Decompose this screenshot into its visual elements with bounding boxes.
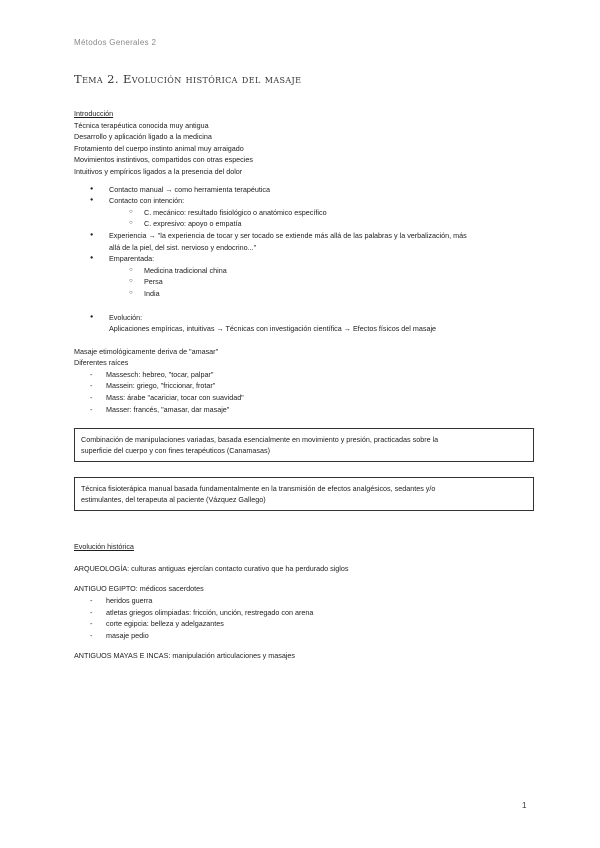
list-item: - heridos guerra (74, 595, 534, 607)
list-item: ● Evolución: Aplicaciones empíricas, intuitivas → Técnicas con investigación científica → Efectos físicos del masaje (74, 312, 534, 335)
list-item: ● Experiencia → "la experiencia de tocar y ser tocado se extiende más allá de las palabras y la verbalización, más allá de la piel, del sist. nervioso y endocrino..." (74, 230, 534, 253)
historia-line: ANTIGUO EGIPTO: médicos sacerdotes (74, 584, 204, 594)
list-item: - Massein: griego, "friccionar, frotar" (74, 380, 534, 392)
page-title: Tema 2. Evolución histórica del masaje (74, 72, 302, 86)
page-header: Métodos Generales 2 (74, 38, 157, 47)
egipto-list (74, 595, 534, 641)
list-item: - masaje pedio (74, 630, 534, 642)
list-item: ● Emparentada: ○ Medicina tradicional china ○ Persa ○ India (74, 253, 534, 299)
list-item: - corte egipcia: belleza y adelgazantes (74, 618, 534, 630)
etimologia-line: Diferentes raíces (74, 358, 129, 368)
list-item: ○ C. expresivo: apoyo o empatía (74, 218, 534, 230)
list-item: - Massesch: hebreo, "tocar, palpar" (74, 369, 534, 381)
definition-box: Técnica fisioterápica manual basada fundamentalmente en la transmisión de efectos analgésicos, sedantes y/o estimulantes, del terapeuta al paciente (Vázquez Gallego) (74, 477, 534, 511)
page-number: 1 (522, 801, 527, 810)
list-item: ○ Medicina tradicional china (74, 265, 534, 277)
historia-line: ANTIGUOS MAYAS E INCAS: manipulación articulaciones y masajes (74, 651, 296, 661)
intro-line: Frotamiento del cuerpo instinto animal muy arraigado (74, 143, 244, 153)
list-item: ● Contacto con intención: ○ C. mecánico: resultado fisiológico o anatómico específico ○ C. expresivo: apoyo o empatía (74, 195, 534, 230)
list-item: - Mass: árabe "acariciar, tocar con suavidad" (74, 392, 534, 404)
intro-line: Intuitivos y empíricos ligados a la presencia del dolor (74, 166, 243, 176)
concept-list (74, 184, 534, 335)
sublist (74, 265, 534, 300)
sublist (74, 207, 534, 230)
definition-box: Combinación de manipulaciones variadas, basada esencialmente en movimiento y presión, practicadas sobre la superficie del cuerpo y con fines terapéuticos (Canamasas) (74, 428, 534, 462)
etimologia-line: Masaje etimológicamente deriva de "amasar" (74, 346, 219, 356)
historia-heading: Evolución histórica (74, 542, 134, 552)
document-body (74, 108, 534, 662)
intro-line: Técnica terapéutica conocida muy antigua (74, 120, 209, 130)
intro-line: Desarrollo y aplicación ligado a la medicina (74, 132, 212, 142)
list-item: - Masser: francés, "amasar, dar masaje" (74, 404, 534, 416)
list-item: ○ India (74, 288, 534, 300)
list-item: ○ C. mecánico: resultado fisiológico o anatómico específico (74, 207, 534, 219)
list-item: ○ Persa (74, 276, 534, 288)
list-item: ● Contacto manual → como herramienta terapéutica (74, 184, 534, 196)
intro-heading: Introducción (74, 109, 114, 118)
list-item: - atletas griegos olimpiadas: fricción, unción, restregado con arena (74, 607, 534, 619)
historia-line: ARQUEOLOGÍA: culturas antiguas ejercían contacto curativo que ha perdurado siglos (74, 563, 349, 573)
raices-list (74, 369, 534, 415)
intro-line: Movimientos instintivos, compartidos con otras especies (74, 155, 253, 165)
